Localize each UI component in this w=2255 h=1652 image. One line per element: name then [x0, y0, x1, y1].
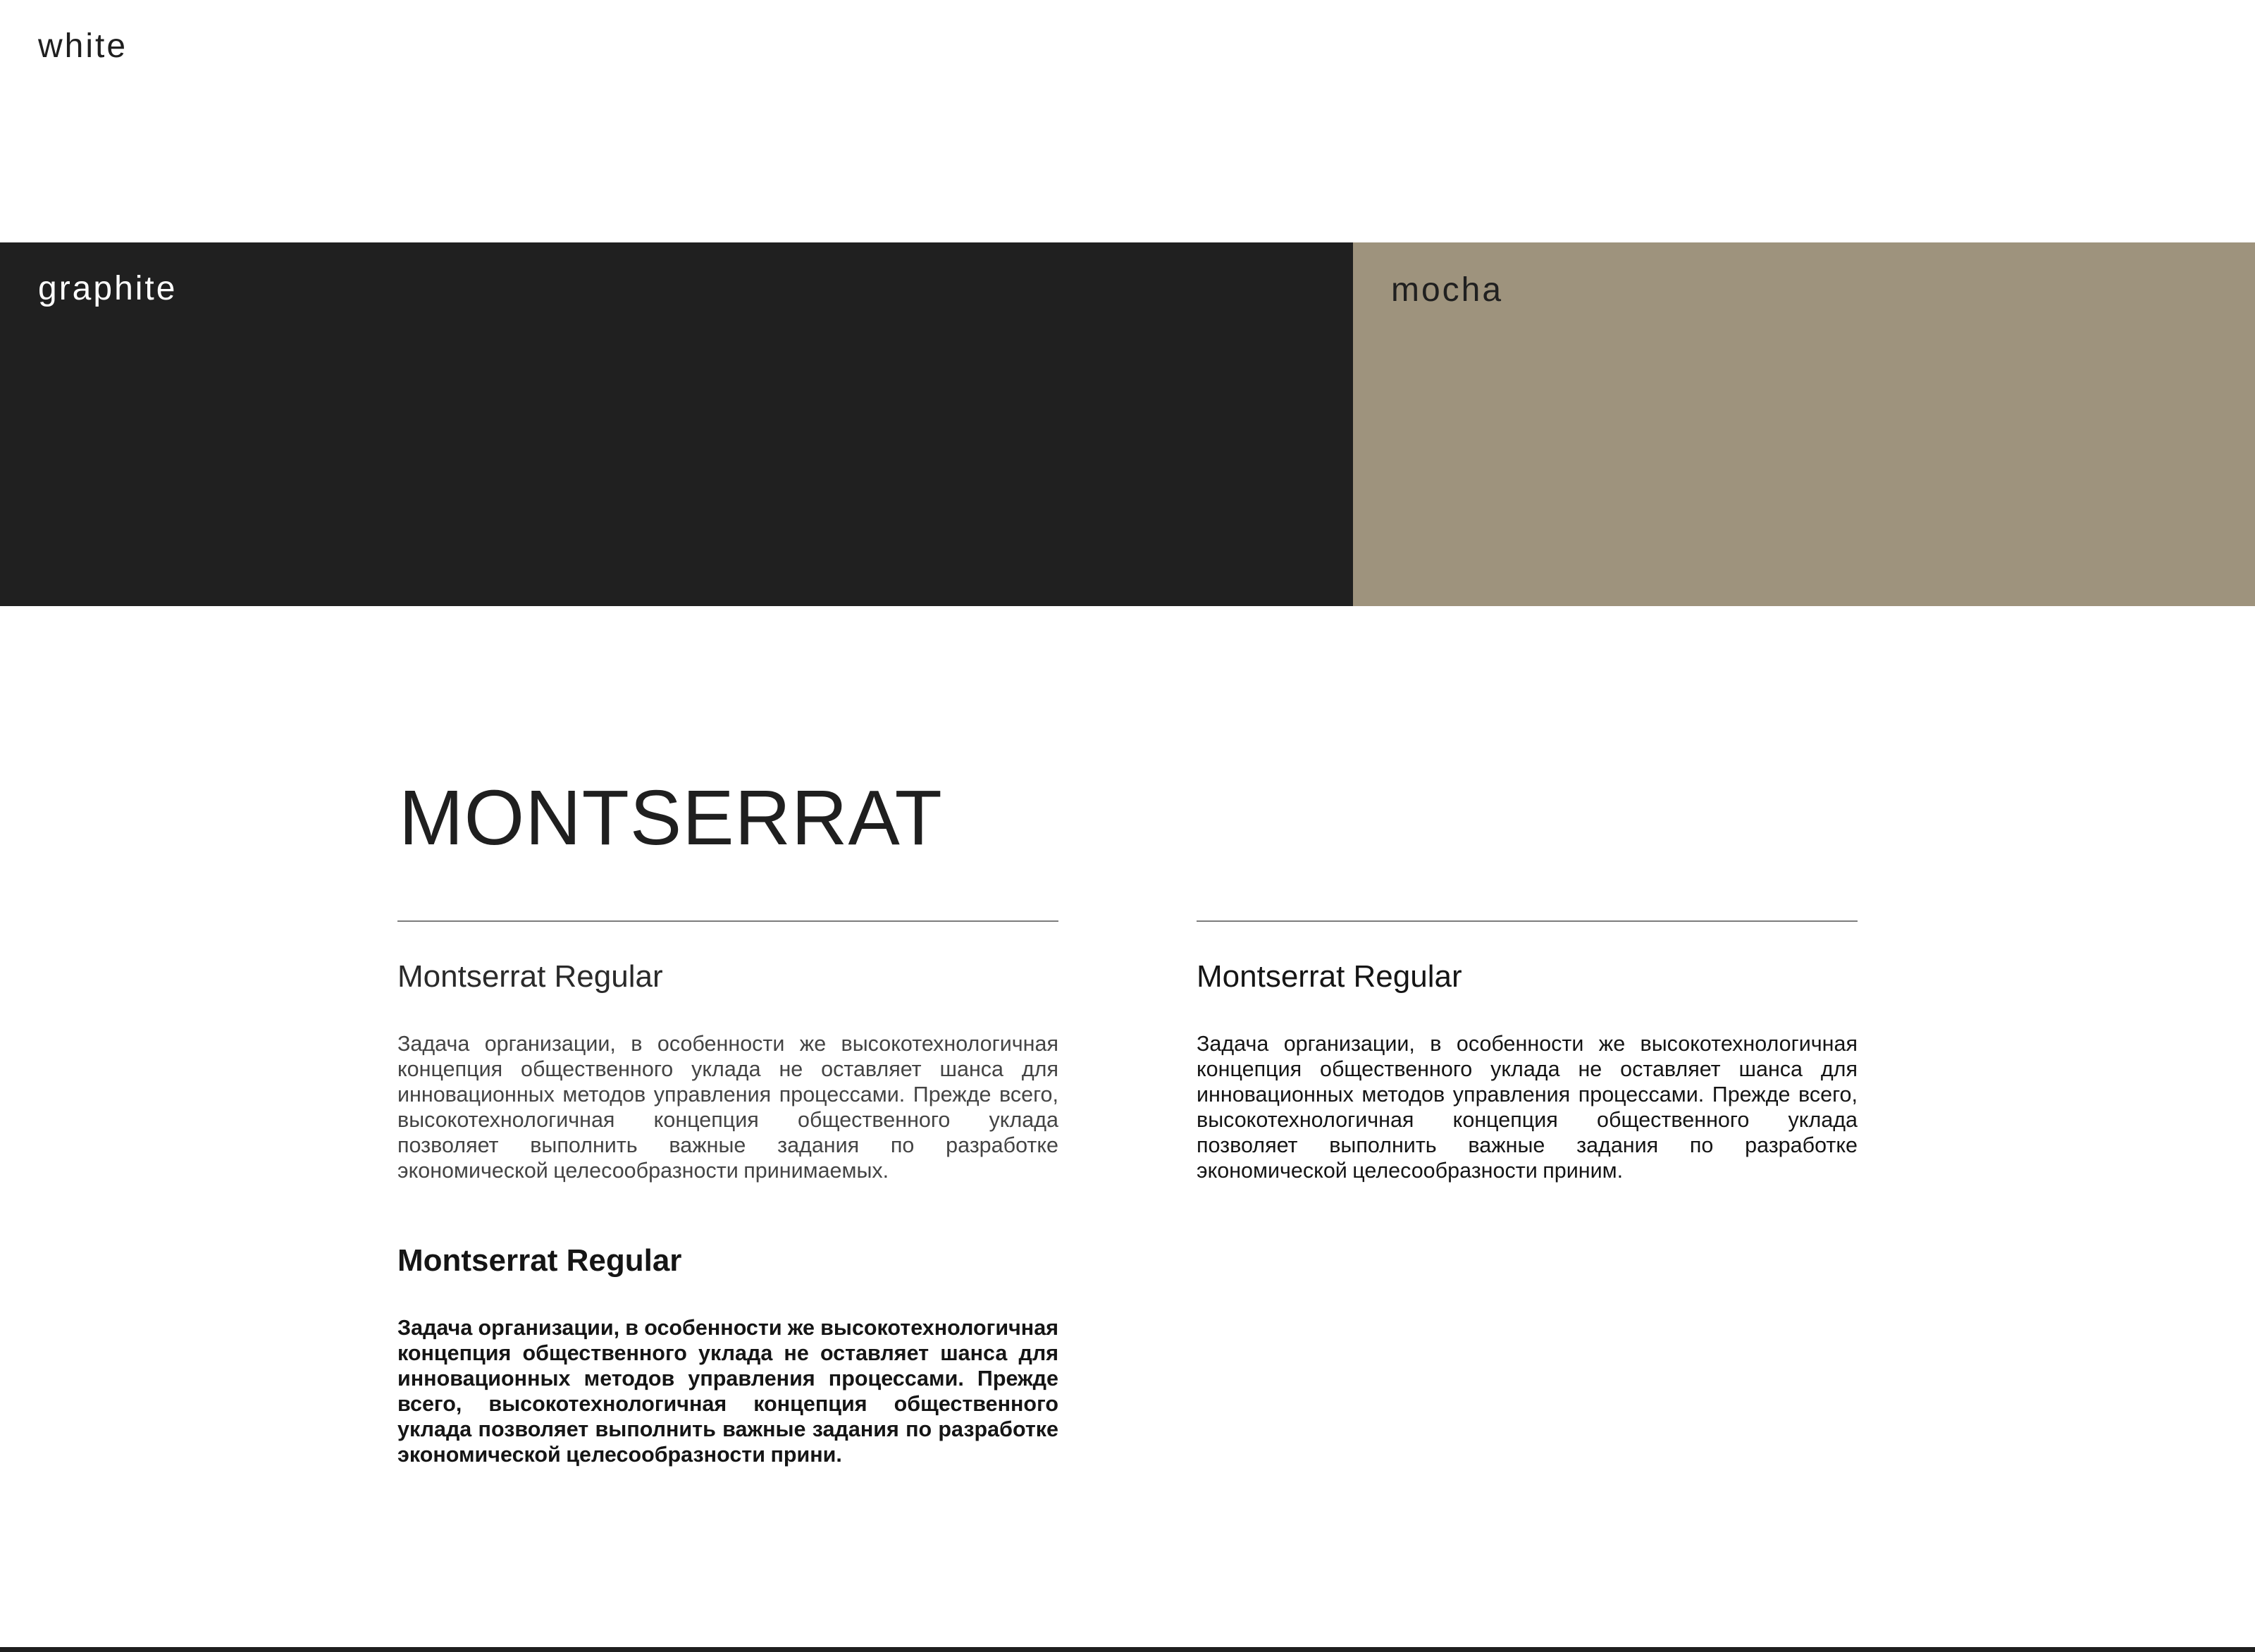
- white-swatch-label: white: [38, 27, 128, 65]
- medium-style-block: [1197, 958, 1858, 1183]
- font-family-title: MONTSERRAT: [399, 775, 943, 861]
- style-name-bold: Montserrat Regular: [397, 1243, 682, 1278]
- style-name-medium: Montserrat Regular: [1197, 959, 1462, 994]
- mocha-swatch-label: mocha: [1391, 271, 1504, 309]
- sample-text-regular: Задача организации, в особенности же высокотехнологичная концепция общественного уклада не оставляет шанса для инновационных методов управления процессами. Прежде всего, высокотехнологичная концепция общественного уклада позволяет выполнить важные задания по разработке экономической целесообразности принимаемых.: [397, 1031, 1058, 1183]
- style-name-regular: Montserrat Regular: [397, 959, 663, 994]
- graphite-swatch: [0, 242, 1353, 606]
- typography-column-left: [397, 920, 1058, 1467]
- bottom-border: [0, 1647, 2255, 1652]
- bold-style-block: [397, 1243, 1058, 1467]
- sample-text-bold: Задача организации, в особенности же высокотехнологичная концепция общественного уклада не оставляет шанса для инновационных методов управления процессами. Прежде всего, высокотехнологичная концепция общественного уклада позволяет выполнить важные задания по разработке экономической целесообразности прини.: [397, 1315, 1058, 1467]
- divider-line: [1197, 920, 1858, 922]
- divider-line: [397, 920, 1058, 922]
- typography-column-right: [1197, 920, 1858, 1183]
- mocha-swatch: [1353, 242, 2255, 606]
- sample-text-medium: Задача организации, в особенности же высокотехнологичная концепция общественного уклада не оставляет шанса для инновационных методов управления процессами. Прежде всего, высокотехнологичная концепция общественного уклада позволяет выполнить важные задания по разработке экономической целесообразности приним.: [1197, 1031, 1858, 1183]
- regular-style-block: [397, 958, 1058, 1183]
- white-swatch: [0, 0, 2255, 242]
- graphite-swatch-label: graphite: [38, 270, 178, 307]
